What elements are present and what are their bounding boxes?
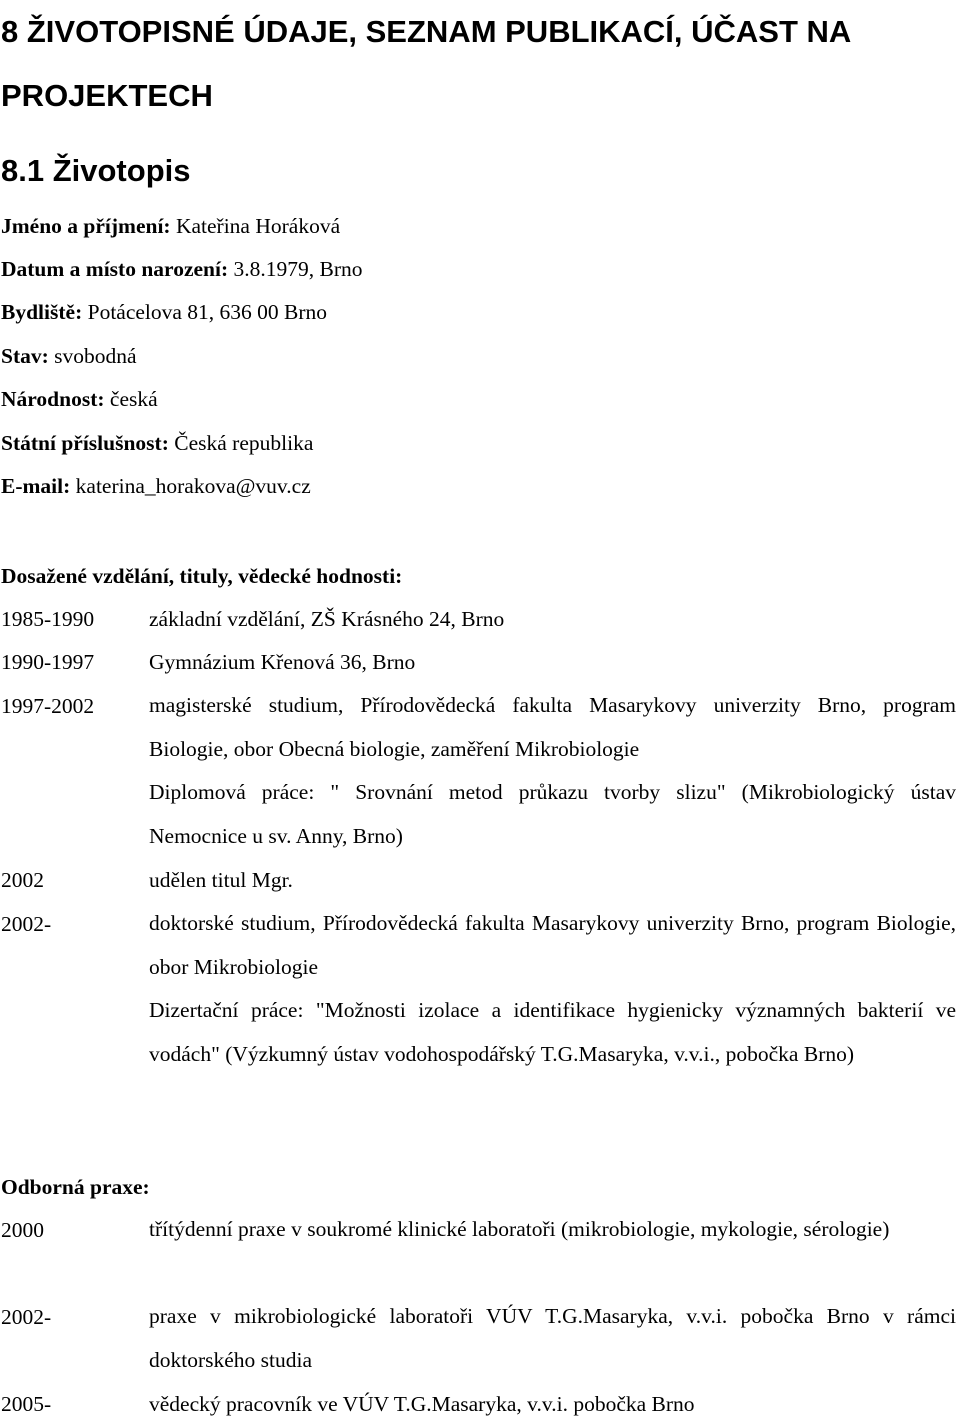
field-label: E-mail:	[1, 474, 71, 498]
field-label: Bydliště:	[1, 300, 83, 324]
email-value: katerina_horakova@vuv.cz	[75, 474, 311, 498]
entry-text: třítýdenní praxe v soukromé klinické laboratoři (mikrobiologie, mykologie, sérologie)	[149, 1217, 890, 1242]
entry-block	[149, 1304, 956, 1382]
entry-block	[149, 1217, 956, 1252]
chapter-heading: 8 ŽIVOTOPISNÉ ÚDAJE, SEZNAM PUBLIKACÍ, ÚČAST NA PROJEKTECH	[1, 14, 851, 113]
personal-row	[1, 386, 158, 412]
field-label: Jméno a příjmení:	[1, 214, 171, 238]
entry-text: magisterské studium, Přírodovědecká fakulta Masarykovy univerzity Brno, program Biologie, obor Obecná biologie, zaměření Mikrobiologie	[149, 693, 956, 761]
entry-years: 2002	[1, 868, 44, 892]
personal-row	[1, 256, 363, 282]
personal-row	[1, 430, 313, 456]
entry-block	[149, 693, 956, 858]
field-value: Kateřina Horáková	[175, 214, 341, 238]
entry-years: 1997-2002	[1, 694, 95, 718]
entry-thesis: Diplomová práce: " Srovnání metod průkazu tvorby slizu" (Mikrobiologický ústav Nemocnice u sv. Anny, Brno)	[149, 780, 956, 848]
entry-years: 1990-1997	[1, 650, 95, 674]
personal-row	[1, 343, 137, 369]
entry-text: udělen titul Mgr.	[149, 868, 293, 892]
entry-text: Gymnázium Křenová 36, Brno	[149, 650, 416, 674]
entry-text: základní vzdělání, ZŠ Krásného 24, Brno	[149, 607, 505, 631]
entry-thesis: Dizertační práce: "Možnosti izolace a identifikace hygienicky významných bakterií ve vodách" (Výzkumný ústav vodohospodářský T.G.Masaryka, v.v.i., pobočka Brno)	[149, 998, 956, 1066]
entry-years: 2000	[1, 1218, 44, 1242]
practice-title: Odborná praxe:	[1, 1175, 150, 1199]
entry-text: praxe v mikrobiologické laboratoři VÚV T.G.Masaryka, v.v.i. pobočka Brno v rámci doktorského studia	[149, 1304, 956, 1372]
personal-row	[1, 299, 327, 325]
field-label: Datum a místo narození:	[1, 257, 229, 281]
field-value: Potácelova 81, 636 00 Brno	[87, 300, 328, 324]
entry-years: 2005-	[1, 1392, 52, 1416]
field-value: česká	[109, 387, 158, 411]
personal-row	[1, 213, 340, 239]
section-heading: 8.1 Životopis	[1, 153, 191, 188]
entry-years: 1985-1990	[1, 607, 95, 631]
field-label: Státní příslušnost:	[1, 431, 169, 455]
entry-years: 2002-	[1, 1305, 52, 1329]
field-value: 3.8.1979, Brno	[233, 257, 363, 281]
entry-block	[149, 911, 956, 1076]
field-label: Národnost:	[1, 387, 105, 411]
field-value: svobodná	[54, 344, 137, 368]
field-value: Česká republika	[174, 431, 314, 455]
field-label: Stav:	[1, 344, 49, 368]
personal-row	[1, 473, 311, 499]
entry-years: 2002-	[1, 912, 52, 936]
entry-text: vědecký pracovník ve VÚV T.G.Masaryka, v.v.i. pobočka Brno	[149, 1392, 695, 1416]
entry-text: doktorské studium, Přírodovědecká fakulta Masarykovy univerzity Brno, program Biologie, obor Mikrobiologie	[149, 911, 956, 979]
education-title: Dosažené vzdělání, tituly, vědecké hodnosti:	[1, 564, 403, 588]
